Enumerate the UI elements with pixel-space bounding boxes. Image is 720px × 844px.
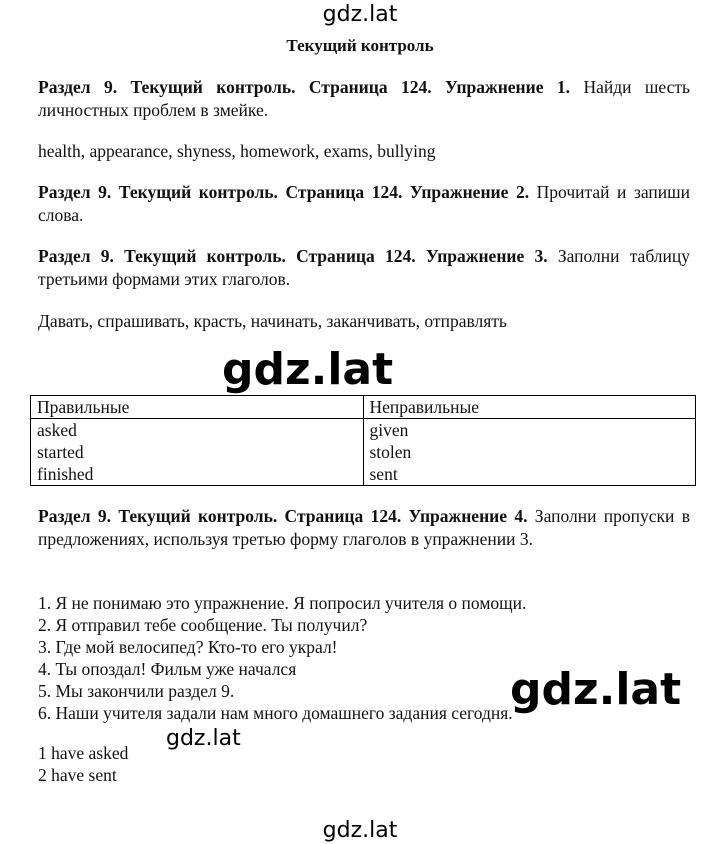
exercise-1-task: Найди шесть личностных проблем в змейке.: [38, 77, 690, 120]
list-item: 1 have asked: [38, 743, 129, 763]
list-item: 5. Мы закончили раздел 9.: [38, 681, 235, 701]
list-item: 1. Я не понимаю это упражнение. Я попросил учителя о помощи.: [38, 593, 527, 613]
table-row: [31, 463, 696, 486]
list-item: 4. Ты опоздал! Фильм уже начался: [38, 659, 297, 679]
exercise-3-text: [38, 245, 690, 291]
exercise-4-answers: [38, 742, 128, 786]
list-item: 2. Я отправил тебе сообщение. Ты получил?: [38, 615, 368, 635]
table-cell: started: [31, 441, 364, 463]
watermark-top: gdz.lat: [322, 2, 398, 27]
table-cell: stolen: [363, 441, 696, 463]
table-cell: given: [363, 419, 696, 442]
watermark-bottom: gdz.lat: [322, 818, 398, 843]
table-row: [31, 441, 696, 463]
exercise-3-task: Заполни таблицу третьими формами этих глаголов.: [38, 246, 690, 289]
table-header-regular: Правильные: [31, 396, 364, 419]
list-item: 6. Наши учителя задали нам много домашнего задания сегодня.: [38, 703, 513, 723]
watermark-middle: gdz.lat: [222, 344, 394, 395]
exercise-2-heading: Раздел 9. Текущий контроль. Страница 124. Упражнение 2.: [38, 182, 530, 202]
table-cell: asked: [31, 419, 364, 442]
exercise-2-text: [38, 181, 690, 227]
table-cell: sent: [363, 463, 696, 486]
exercise-3-heading: Раздел 9. Текущий контроль. Страница 124. Упражнение 3.: [38, 246, 548, 266]
exercise-1-text: [38, 76, 690, 122]
watermark-right: gdz.lat: [510, 664, 682, 715]
exercise-2-task: Прочитай и запиши слова.: [38, 182, 691, 225]
exercise-4-heading: Раздел 9. Текущий контроль. Страница 124. Упражнение 4.: [38, 506, 528, 526]
exercise-4-text: [38, 505, 690, 551]
list-item: 3. Где мой велосипед? Кто-то его украл!: [38, 637, 338, 657]
verb-forms-table: [30, 395, 696, 486]
table-cell: finished: [31, 463, 364, 486]
list-item: 2 have sent: [38, 765, 117, 785]
table-header-row: [31, 396, 696, 419]
table-row: [31, 419, 696, 442]
exercise-1-answer: health, appearance, shyness, homework, exams, bullying: [38, 141, 436, 161]
exercise-1-heading: Раздел 9. Текущий контроль. Страница 124. Упражнение 1.: [38, 77, 571, 97]
watermark-small: gdz.lat: [166, 726, 241, 751]
exercise-4-task: Заполни пропуски в предложениях, используя третью форму глаголов в упражнении 3.: [38, 506, 691, 549]
table-header-irregular: Неправильные: [363, 396, 696, 419]
exercise-3-verbs: Давать, спрашивать, красть, начинать, заканчивать, отправлять: [38, 311, 507, 331]
page-title: Текущий контроль: [286, 36, 434, 55]
exercise-4-sentences: [38, 592, 526, 724]
